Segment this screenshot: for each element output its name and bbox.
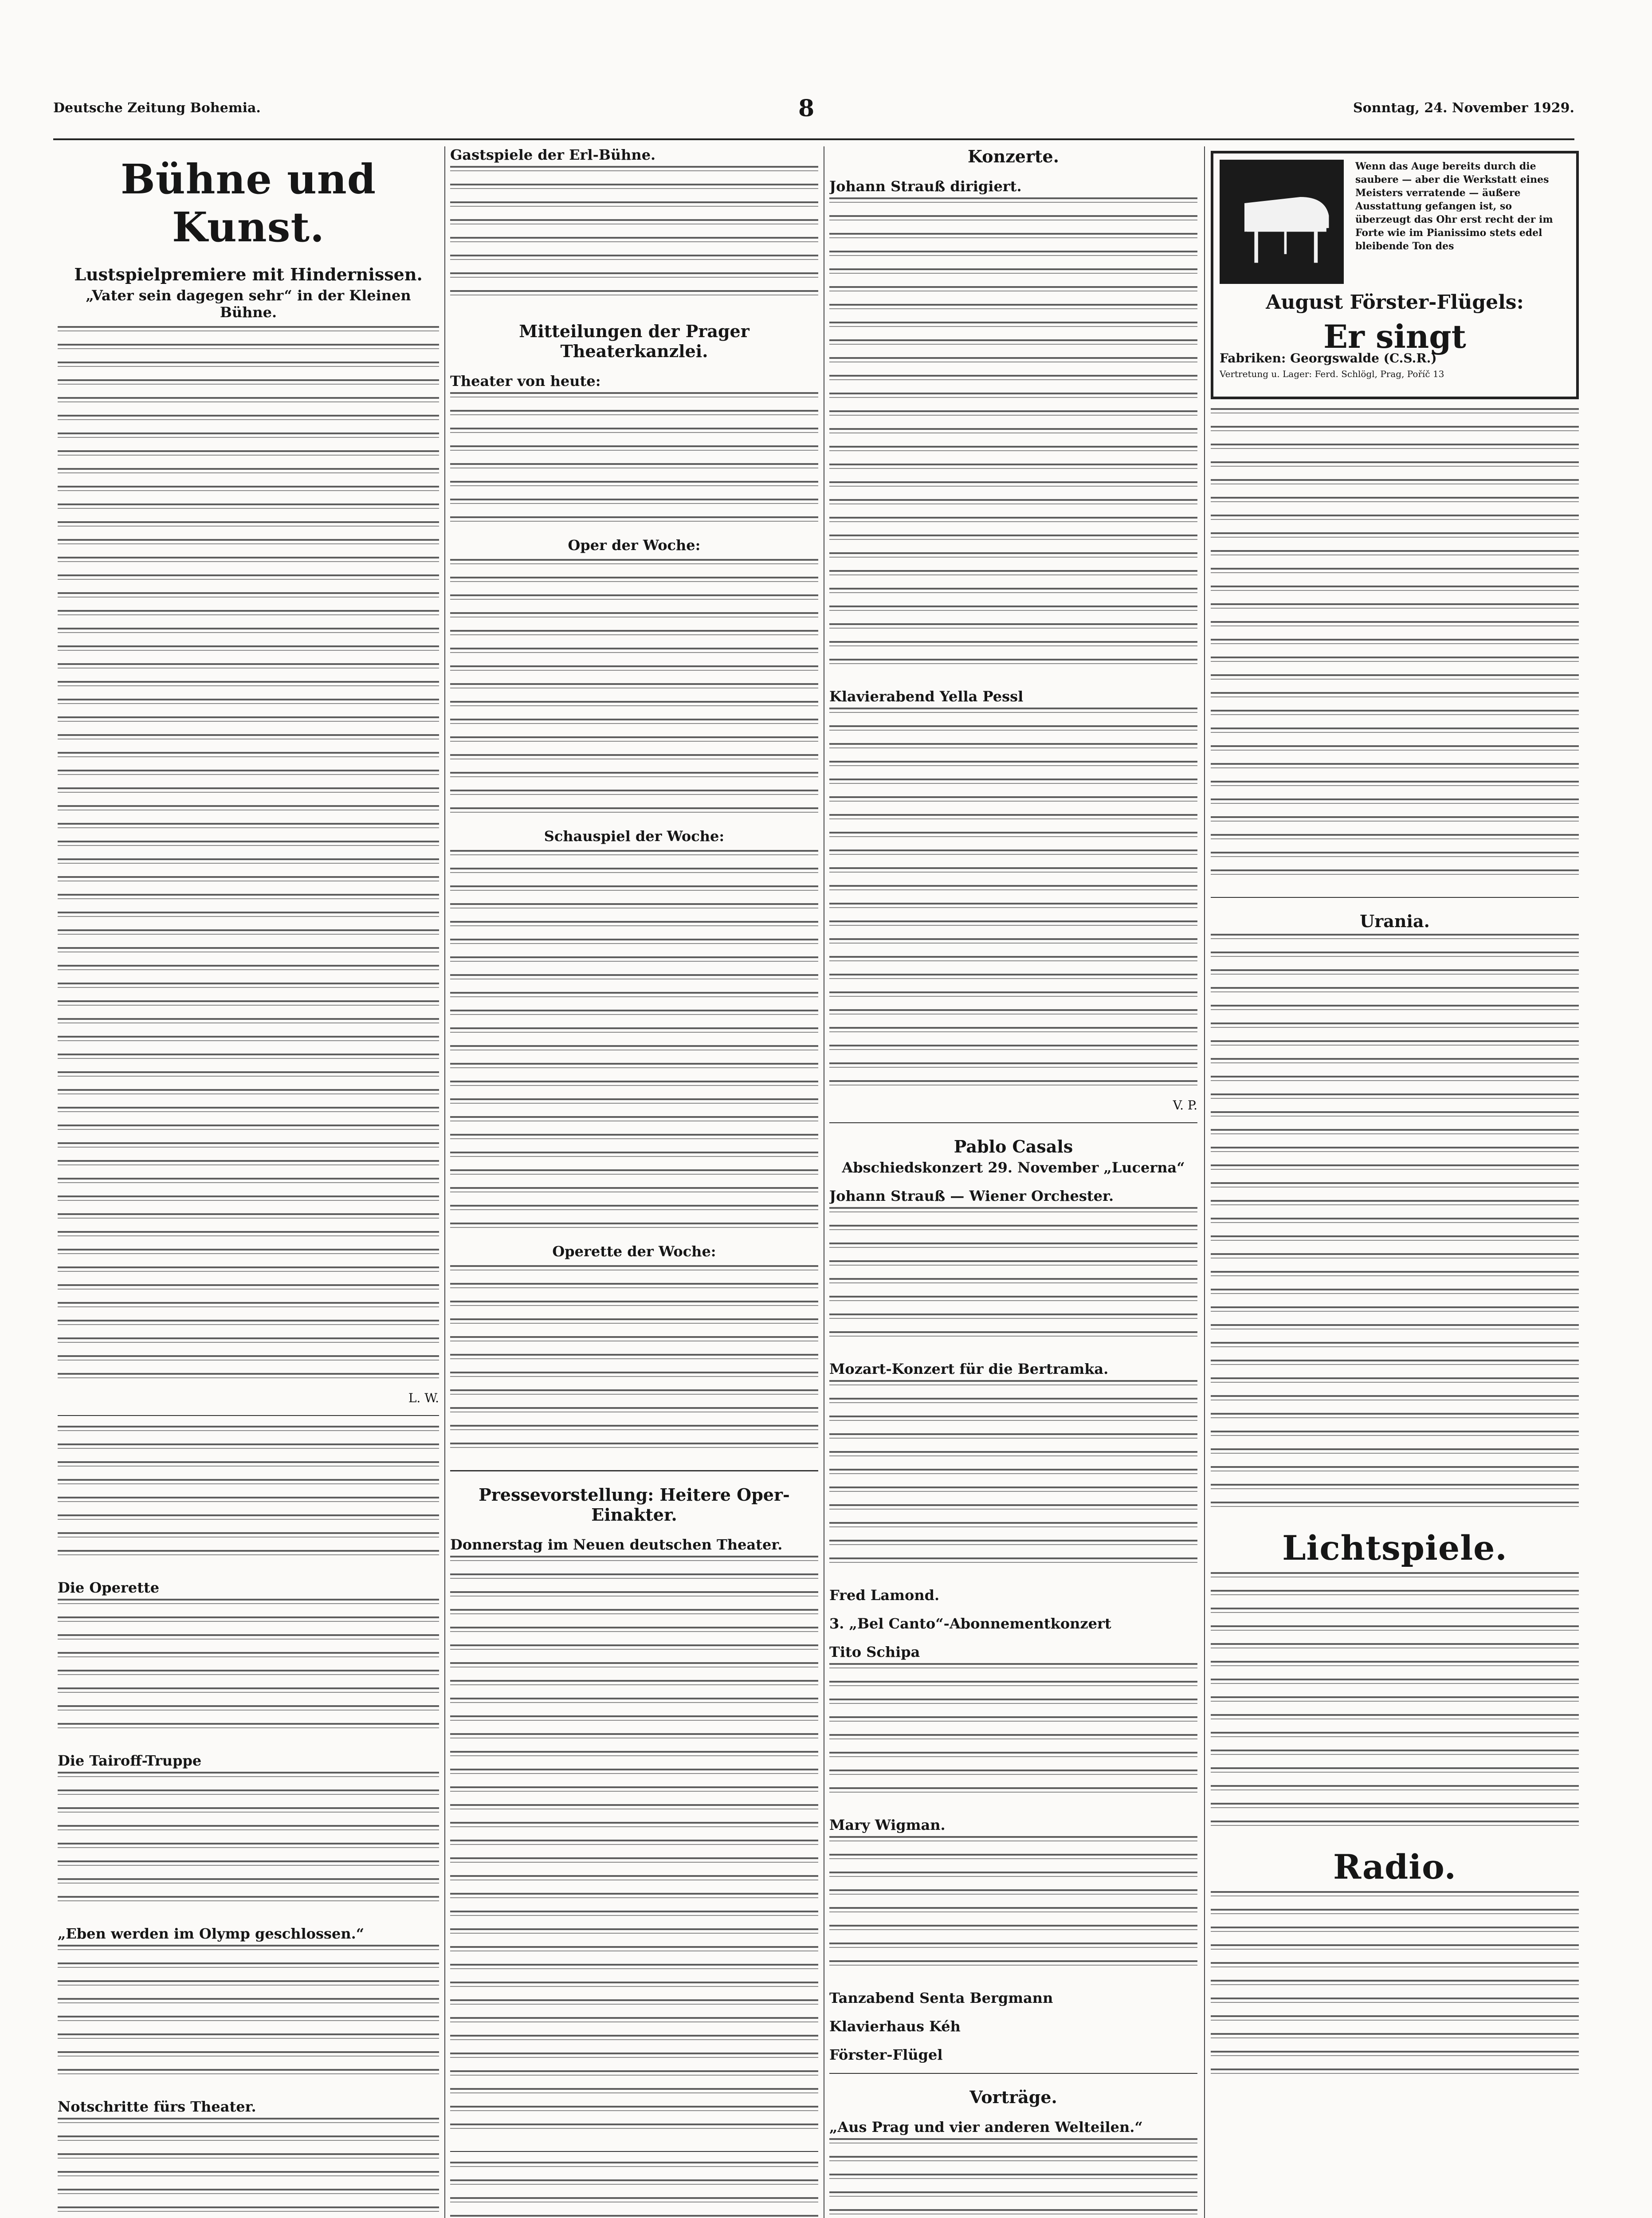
article-body [450,1556,818,2141]
article-title: Lustspielpremiere mit Hindernissen. [74,264,423,284]
divider [450,1470,818,1471]
item-heading: Mary Wigman. [829,1817,946,1833]
issue-date: Sonntag, 24. November 1929. [1353,100,1574,116]
section-title: Lichtspiele. [1282,1528,1507,1568]
ad-representation: Vertretung u. Lager: Ferd. Schlögl, Prag, Poříč 13 [1220,369,1444,379]
subsection-heading: Operette der Woche: [552,1243,716,1260]
article-body [450,2162,818,2218]
subsection-heading: Schauspiel der Woche: [544,828,725,845]
page-header [53,95,1574,131]
divider [829,1122,1197,1123]
item-heading: „Aus Prag und vier anderen Welteilen.“ [829,2119,1143,2135]
divider [450,2151,818,2152]
column-2 [450,146,818,2218]
article-body [58,912,439,1391]
article-body [450,166,818,308]
article-body [829,1663,1197,1805]
item-heading: Mozart-Konzert für die Bertramka. [829,1361,1109,1377]
section-heading: Pressevorstellung: Heitere Oper-Einakter. [479,1485,790,1525]
item-heading: „Eben werden im Olymp geschlossen.“ [58,1925,365,1942]
article-body [829,1207,1197,1349]
subsection-heading: Abschiedskonzert 29. November „Lucerna“ [842,1159,1185,1176]
section-heading: Urania. [1360,911,1430,931]
article-body [829,2138,1197,2218]
divider [58,1415,439,1416]
column-3 [829,146,1197,2218]
column-1 [58,146,439,2218]
piano-icon [1220,160,1344,284]
ad-factory: Fabriken: Georgswalde (C.S.R.) [1220,351,1437,366]
section-title: Radio. [1333,1847,1456,1887]
section-heading: Pablo Casals [954,1137,1073,1156]
section-heading: Mitteilungen der Prager Theaterkanzlei. [519,321,749,361]
item-heading: Tito Schipa [829,1644,920,1660]
item-heading: Gastspiele der Erl-Bühne. [450,146,656,163]
item-heading: Förster-Flügel [829,2046,943,2063]
article-signature: V. P. [1173,1098,1197,1113]
page-number: 8 [798,95,815,122]
article-body [450,559,818,825]
item-heading: 3. „Bel Canto“-Abonnementkonzert [829,1615,1111,1632]
article-body [58,2118,439,2218]
column-rule [444,146,445,2218]
article-body [829,197,1197,676]
article-subtitle: „Vater sein dagegen sehr“ in der Kleinen Bühne. [86,287,411,321]
article-body [829,1380,1197,1575]
item-heading: Tanzabend Senta Bergmann [829,1990,1053,2006]
article-body [58,326,439,912]
ad-text: Wenn das Auge bereits durch die saubere — aber die Werkstatt eines Meisters verratende — äußere Ausstattung gefangen ist, so überzeugt das Ohr erst recht der im Forte wie im Pianissimo stets edel bleibende Ton des [1355,161,1553,252]
item-heading: Die Operette [58,1579,160,1596]
article-body [1211,1572,1579,1838]
paper-name: Deutsche Zeitung Bohemia. [53,100,261,116]
article-body [450,850,818,1240]
item-heading: Theater von heute: [450,373,601,389]
article-body [58,1772,439,1914]
article-body [829,1836,1197,1978]
piano-illustration [1220,160,1344,284]
section-heading: Vorträge. [969,2087,1057,2107]
divider [829,2073,1197,2074]
piano-advertisement [1211,151,1579,399]
ad-brand: August Förster-Flügels: [1266,291,1524,314]
article-signature: L. W. [408,1391,439,1405]
column-4 [1211,146,1579,2218]
article-body [58,1599,439,1741]
item-heading: Johann Strauß dirigiert. [829,178,1022,195]
section-heading: Konzerte. [968,146,1059,166]
section-title: Bühne und Kunst. [120,155,377,251]
item-heading: Notschritte fürs Theater. [58,2098,256,2115]
item-heading: Klavierhaus Kéh [829,2018,961,2035]
article-body [829,708,1197,1098]
column-rule [1204,146,1205,2218]
item-heading: Johann Strauß — Wiener Orchester. [829,1188,1114,1204]
article-body [1211,934,1579,1519]
article-body [450,1265,818,1460]
article-body [58,1945,439,2087]
subsection-heading: Oper der Woche: [568,537,701,554]
header-rule [53,138,1574,140]
article-body [450,392,818,534]
divider [1211,897,1579,898]
ad-slogan: Er singt [1323,318,1466,355]
item-heading: Die Tairoff-Truppe [58,1752,202,1769]
article-body [1211,1891,1579,2086]
article-body [58,1426,439,1568]
item-heading: Fred Lamond. [829,1587,940,1604]
article-body [1211,408,1579,887]
item-heading: Klavierabend Yella Pessl [829,688,1024,705]
item-heading: Donnerstag im Neuen deutschen Theater. [450,1536,783,1553]
